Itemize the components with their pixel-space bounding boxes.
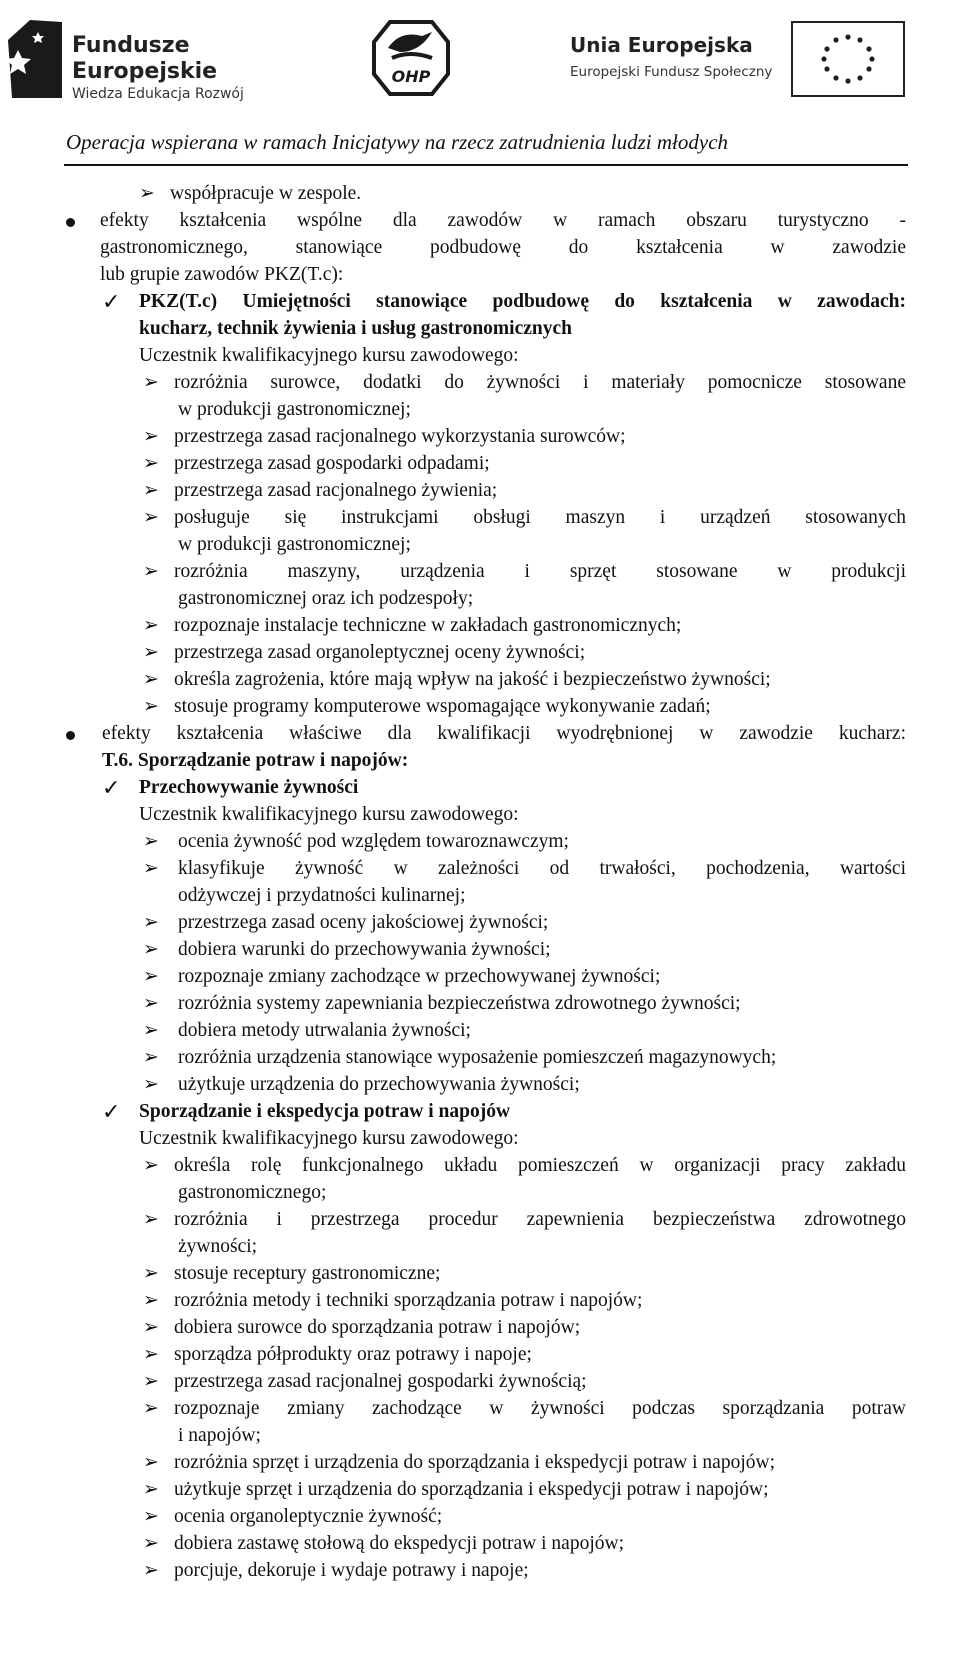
arrow-bullet-icon: ➢ xyxy=(143,858,159,879)
paragraph: Uczestnik kwalifikacyjnego kursu zawodowego: xyxy=(139,804,519,825)
arrow-bullet-icon: ➢ xyxy=(143,1047,159,1068)
list-item: ocenia żywność pod względem towaroznawczym; xyxy=(178,831,569,852)
arrow-bullet-icon: ➢ xyxy=(143,912,159,933)
list-item: rozpoznaje instalacje techniczne w zakładach gastronomicznych; xyxy=(174,615,682,636)
list-item: odżywczej i przydatności kulinarnej; xyxy=(178,885,466,906)
arrow-bullet-icon: ➢ xyxy=(143,1371,159,1392)
header-subtitle: Operacja wspierana w ramach Inicjatywy na rzecz zatrudnienia ludzi młodych xyxy=(66,130,729,154)
eu-flag-icon xyxy=(792,22,904,96)
list-item: przestrzega zasad racjonalnego żywienia; xyxy=(174,480,498,501)
section-heading: PKZ(T.c) Umiejętności stanowiące podbudowę do kształcenia w zawodach: xyxy=(139,291,906,312)
list-item: efekty kształcenia wspólne dla zawodów w ramach obszaru turystyczno - xyxy=(100,210,906,231)
list-item: porcjuje, dekoruje i wydaje potrawy i napoje; xyxy=(174,1560,529,1581)
paragraph: Uczestnik kwalifikacyjnego kursu zawodowego: xyxy=(139,345,519,366)
arrow-bullet-icon: ➢ xyxy=(143,696,159,717)
list-item: określa rolę funkcjonalnego układu pomieszczeń w organizacji pracy zakładu xyxy=(174,1155,906,1176)
fe-logo-tagline: Wiedza Edukacja Rozwój xyxy=(72,86,244,102)
arrow-bullet-icon: ➢ xyxy=(143,1317,159,1338)
list-item: rozróżnia maszyny, urządzenia i sprzęt stosowane w produkcji xyxy=(174,561,906,582)
arrow-bullet-icon: ➢ xyxy=(143,939,159,960)
list-item: rozpoznaje zmiany zachodzące w przechowywanej żywności; xyxy=(178,966,661,987)
list-item: stosuje receptury gastronomiczne; xyxy=(174,1263,441,1284)
list-item: przestrzega zasad oceny jakościowej żywności; xyxy=(178,912,549,933)
list-item: dobiera surowce do sporządzania potraw i napojów; xyxy=(174,1317,581,1338)
list-item: rozróżnia i przestrzega procedur zapewnienia bezpieczeństwa zdrowotnego xyxy=(174,1209,906,1230)
arrow-bullet-icon: ➢ xyxy=(143,1506,159,1527)
list-item: rozróżnia surowce, dodatki do żywności i materiały pomocnicze stosowane xyxy=(174,372,906,393)
arrow-bullet-icon: ➢ xyxy=(143,831,159,852)
section-heading: Sporządzanie i ekspedycja potraw i napojów xyxy=(139,1101,511,1122)
section-heading: kucharz, technik żywienia i usług gastronomicznych xyxy=(139,318,572,339)
header-divider xyxy=(64,164,908,166)
fe-logo-line1: Fundusze xyxy=(72,33,190,58)
arrow-bullet-icon: ➢ xyxy=(143,507,159,528)
arrow-bullet-icon: ➢ xyxy=(143,1074,159,1095)
section-heading: T.6. Sporządzanie potraw i napojów: xyxy=(102,750,409,771)
paragraph: Uczestnik kwalifikacyjnego kursu zawodowego: xyxy=(139,1128,519,1149)
arrow-bullet-icon: ➢ xyxy=(143,1290,159,1311)
arrow-bullet-icon: ➢ xyxy=(143,1263,159,1284)
fe-logo-line2: Europejskie xyxy=(72,59,218,84)
bullet-icon xyxy=(66,218,75,227)
list-item: dobiera metody utrwalania żywności; xyxy=(178,1020,471,1041)
check-mark-icon: ✓ xyxy=(102,289,121,314)
list-item: przestrzega zasad organoleptycznej oceny żywności; xyxy=(174,642,586,663)
arrow-bullet-icon: ➢ xyxy=(139,183,155,204)
arrow-bullet-icon: ➢ xyxy=(143,1155,159,1176)
arrow-bullet-icon: ➢ xyxy=(143,426,159,447)
list-item: posługuje się instrukcjami obsługi maszyn i urządzeń stosowanych xyxy=(174,507,906,528)
arrow-bullet-icon: ➢ xyxy=(143,372,159,393)
arrow-bullet-icon: ➢ xyxy=(143,1398,159,1419)
list-item: użytkuje sprzęt i urządzenia do sporządzania i ekspedycji potraw i napojów; xyxy=(174,1479,769,1500)
list-item: klasyfikuje żywność w zależności od trwałości, pochodzenia, wartości xyxy=(178,858,906,879)
list-item: rozróżnia metody i techniki sporządzania potraw i napojów; xyxy=(174,1290,643,1311)
list-item: gastronomicznej oraz ich podzespoły; xyxy=(178,588,474,609)
arrow-bullet-icon: ➢ xyxy=(143,615,159,636)
section-heading: Przechowywanie żywności xyxy=(139,777,359,798)
check-mark-icon: ✓ xyxy=(102,775,121,800)
list-item: użytkuje urządzenia do przechowywania żywności; xyxy=(178,1074,580,1095)
list-item: ocenia organoleptycznie żywność; xyxy=(174,1506,443,1527)
list-item: i napojów; xyxy=(178,1425,261,1446)
arrow-bullet-icon: ➢ xyxy=(143,1479,159,1500)
arrow-bullet-icon: ➢ xyxy=(143,1344,159,1365)
list-item: efekty kształcenia właściwe dla kwalifikacji wyodrębnionej w zawodzie kucharz: xyxy=(102,723,906,744)
list-item: określa zagrożenia, które mają wpływ na jakość i bezpieczeństwo żywności; xyxy=(174,669,771,690)
arrow-bullet-icon: ➢ xyxy=(143,993,159,1014)
list-item: współpracuje w zespole. xyxy=(170,183,362,204)
list-item: gastronomicznego; xyxy=(178,1182,327,1203)
list-item: rozróżnia urządzenia stanowiące wyposażenie pomieszczeń magazynowych; xyxy=(178,1047,777,1068)
arrow-bullet-icon: ➢ xyxy=(143,1209,159,1230)
list-item: w produkcji gastronomicznej; xyxy=(178,534,411,555)
arrow-bullet-icon: ➢ xyxy=(143,642,159,663)
list-item: przestrzega zasad gospodarki odpadami; xyxy=(174,453,490,474)
list-item: dobiera warunki do przechowywania żywności; xyxy=(178,939,551,960)
arrow-bullet-icon: ➢ xyxy=(143,1533,159,1554)
arrow-bullet-icon: ➢ xyxy=(143,669,159,690)
arrow-bullet-icon: ➢ xyxy=(143,480,159,501)
list-item: lub grupie zawodów PKZ(T.c): xyxy=(100,264,344,285)
list-item: w produkcji gastronomicznej; xyxy=(178,399,411,420)
list-item: stosuje programy komputerowe wspomagające wykonywanie zadań; xyxy=(174,696,711,717)
list-item: rozróżnia systemy zapewniania bezpieczeństwa zdrowotnego żywności; xyxy=(178,993,741,1014)
ohp-logo-text: OHP xyxy=(391,67,431,86)
arrow-bullet-icon: ➢ xyxy=(143,966,159,987)
ue-logo-line1: Unia Europejska xyxy=(570,33,753,57)
arrow-bullet-icon: ➢ xyxy=(143,1020,159,1041)
unia-europejska-logo xyxy=(570,20,910,98)
arrow-bullet-icon: ➢ xyxy=(143,453,159,474)
arrow-bullet-icon: ➢ xyxy=(143,1452,159,1473)
ue-logo-line2: Europejski Fundusz Społeczny xyxy=(570,64,773,80)
ohp-logo xyxy=(370,18,452,98)
list-item: przestrzega zasad racjonalnej gospodarki żywnością; xyxy=(174,1371,587,1392)
list-item: gastronomicznego, stanowiące podbudowę do kształcenia w zawodzie xyxy=(100,237,906,258)
arrow-bullet-icon: ➢ xyxy=(143,561,159,582)
fundusze-europejskie-logo xyxy=(4,10,264,105)
list-item: przestrzega zasad racjonalnego wykorzystania surowców; xyxy=(174,426,626,447)
list-item: dobiera zastawę stołową do ekspedycji potraw i napojów; xyxy=(174,1533,624,1554)
list-item: rozróżnia sprzęt i urządzenia do sporządzania i ekspedycji potraw i napojów; xyxy=(174,1452,776,1473)
list-item: rozpoznaje zmiany zachodzące w żywności podczas sporządzania potraw xyxy=(174,1398,906,1419)
check-mark-icon: ✓ xyxy=(102,1099,121,1124)
page-header xyxy=(0,0,960,154)
arrow-bullet-icon: ➢ xyxy=(143,1560,159,1581)
list-item: sporządza półprodukty oraz potrawy i napoje; xyxy=(174,1344,532,1365)
list-item: żywności; xyxy=(178,1236,258,1257)
bullet-icon xyxy=(66,731,75,740)
